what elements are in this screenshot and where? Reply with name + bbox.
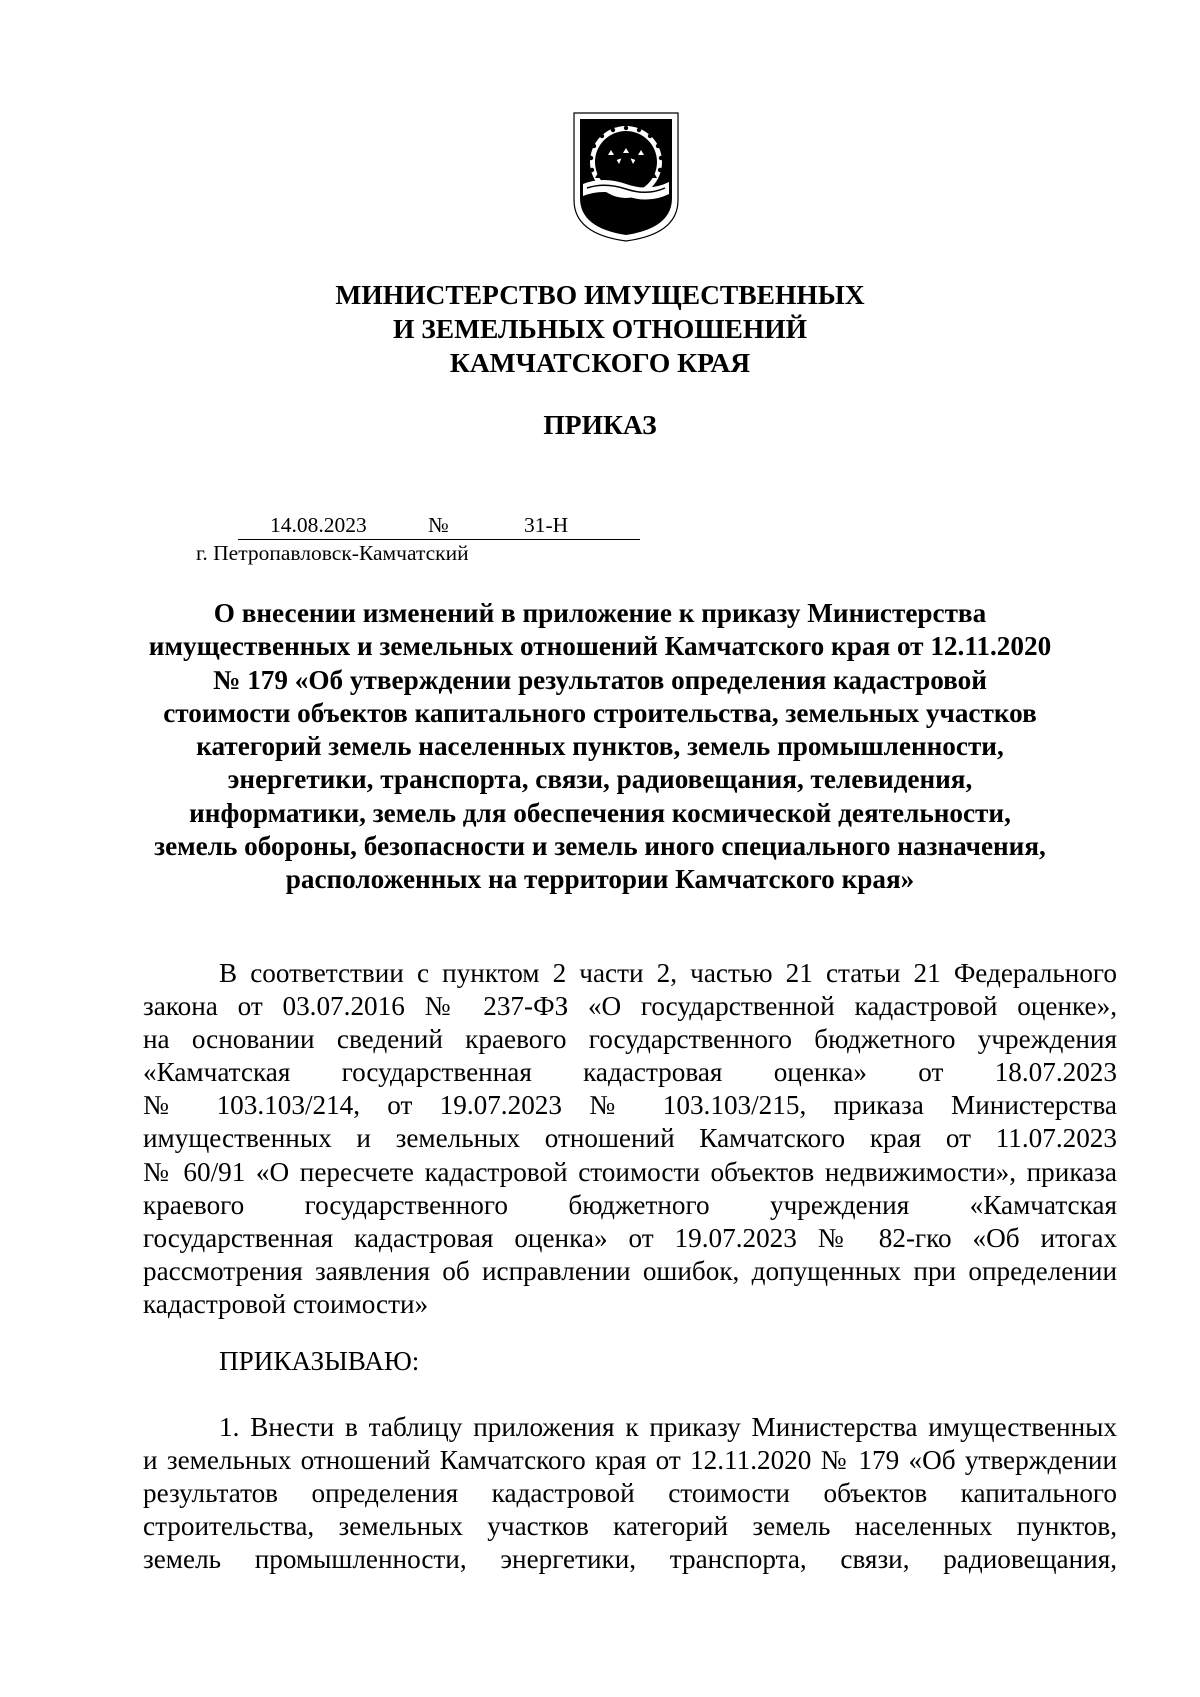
- paragraph-line: и земельных отношений Камчатского края от 12.11.2020 № 179 «Об утверждении: [143, 1445, 1117, 1476]
- paragraph-line: краевого государственного бюджетного учреждения «Камчатская: [143, 1189, 1117, 1220]
- paragraph-line: строительства, земельных участков категорий земель населенных пунктов,: [143, 1511, 1117, 1542]
- paragraph-line: рассмотрения заявления об исправлении ошибок, допущенных при определении: [143, 1255, 1117, 1286]
- order-number: 31-Н: [524, 513, 569, 537]
- subject-line: имущественных и земельных отношений Камчатского края от 12.11.2020: [148, 631, 1052, 662]
- subject-line: стоимости объектов капитального строительства, земельных участков: [163, 697, 1037, 728]
- ministry-name-line-3: КАМЧАТСКОГО КРАЯ: [449, 347, 751, 378]
- order-date-number-line: [238, 511, 640, 540]
- preamble-paragraph: [143, 957, 1117, 1321]
- paragraph-line: имущественных и земельных отношений Камчатского края от 11.07.2023: [143, 1123, 1117, 1154]
- paragraph-line: закона от 03.07.2016 № 237-ФЗ «О государственной кадастровой оценке»,: [143, 991, 1117, 1022]
- paragraph-line: кадастровой стоимости»: [143, 1288, 429, 1319]
- order-date: 14.08.2023: [270, 513, 367, 537]
- paragraph-line: 1. Внести в таблицу приложения к приказу Министерства имущественных: [219, 1412, 1117, 1442]
- paragraph-line: на основании сведений краевого государственного бюджетного учреждения: [143, 1024, 1117, 1055]
- order-place: г. Петропавловск-Камчатский: [196, 541, 469, 565]
- ministry-name: [240, 278, 960, 380]
- paragraph-line: «Камчатская государственная кадастровая оценка» от 18.07.2023: [143, 1057, 1117, 1088]
- document-type-title: ПРИКАЗ: [543, 409, 657, 440]
- paragraph-line: государственная кадастровая оценка» от 19.07.2023 № 82-гко «Об итогах: [143, 1222, 1117, 1253]
- ministry-name-line-2: И ЗЕМЕЛЬНЫХ ОТНОШЕНИЙ: [392, 313, 808, 344]
- number-sign: №: [428, 513, 449, 537]
- subject-line: О внесении изменений в приложение к приказу Министерства: [213, 598, 987, 628]
- paragraph-line: № 60/91 «О пересчете кадастровой стоимости объектов недвижимости», приказа: [143, 1156, 1117, 1187]
- kamchatka-coat-of-arms-icon: [573, 112, 679, 242]
- subject-line: категорий земель населенных пунктов, земель промышленности,: [196, 731, 1004, 762]
- item-1-paragraph: [143, 1411, 1117, 1576]
- ministry-name-line-1: МИНИСТЕРСТВО ИМУЩЕСТВЕННЫХ: [335, 279, 865, 310]
- order-word: ПРИКАЗЫВАЮ:: [219, 1346, 420, 1376]
- paragraph-line: результатов определения кадастровой стоимости объектов капитального: [143, 1478, 1117, 1509]
- subject-line: энергетики, транспорта, связи, радиовещания, телевидения,: [227, 764, 973, 795]
- paragraph-line: земель промышленности, энергетики, транспорта, связи, радиовещания,: [143, 1544, 1117, 1575]
- subject-line: расположенных на территории Камчатского края»: [285, 864, 915, 895]
- subject-line: информатики, земель для обеспечения космической деятельности,: [189, 797, 1011, 828]
- paragraph-line: № 103.103/214, от 19.07.2023 № 103.103/215, приказа Министерства: [143, 1090, 1117, 1121]
- paragraph-line: В соответствии с пунктом 2 части 2, частью 21 статьи 21 Федерального: [219, 958, 1117, 988]
- subject-line: № 179 «Об утверждении результатов определения кадастровой: [213, 664, 987, 695]
- subject-line: земель обороны, безопасности и земель иного специального назначения,: [154, 831, 1046, 862]
- order-subject: [130, 597, 1070, 897]
